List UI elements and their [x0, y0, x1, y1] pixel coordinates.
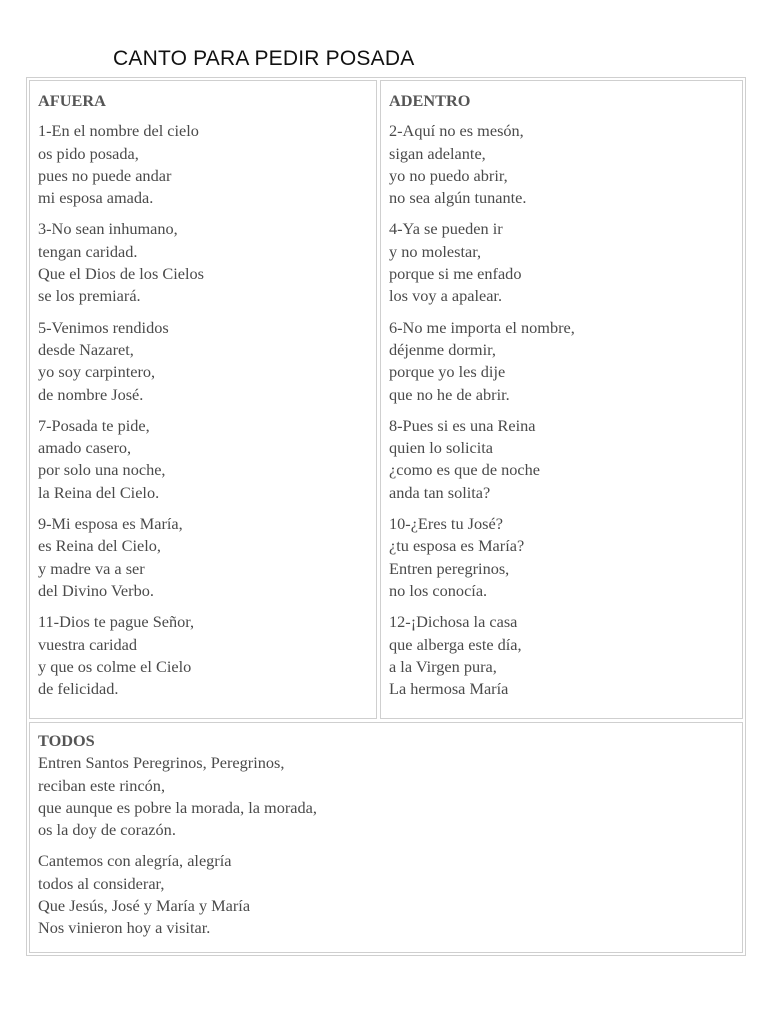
- verse-line: quien lo solicita: [389, 438, 493, 458]
- verse-line: que no he de abrir.: [389, 384, 510, 404]
- chorus-stanza-1: [38, 752, 734, 841]
- verse-line: 7-Posada te pide,: [38, 415, 150, 435]
- verse-line: porque yo les dije: [389, 362, 506, 382]
- verse-line: pues no puede andar: [38, 165, 172, 185]
- verse-line: vuestra caridad: [38, 634, 137, 654]
- verse-line: 4-Ya se pueden ir: [389, 219, 503, 239]
- verse-line: 11-Dios te pague Señor,: [38, 612, 195, 632]
- verse-line: y madre va a ser: [38, 558, 145, 578]
- verse-line: déjenme dormir,: [389, 339, 496, 359]
- verse-line: amado casero,: [38, 438, 132, 458]
- verse-line: 3-No sean inhumano,: [38, 219, 178, 239]
- verse-line: mi esposa amada.: [38, 188, 154, 208]
- stanza-9: [38, 513, 368, 602]
- adentro-column: [380, 80, 743, 719]
- verse-line: os pido posada,: [38, 143, 139, 163]
- verse-line: Entren Santos Peregrinos, Peregrinos,: [38, 753, 285, 773]
- afuera-heading: AFUERA: [38, 91, 106, 110]
- stanza-2: [389, 120, 734, 209]
- verse-line: sigan adelante,: [389, 143, 486, 163]
- verse-line: es Reina del Cielo,: [38, 536, 161, 556]
- verse-line: porque si me enfado: [389, 264, 522, 284]
- stanza-4: [389, 218, 734, 307]
- verse-line: yo no puedo abrir,: [389, 165, 508, 185]
- stanza-10: [389, 513, 734, 602]
- adentro-heading: ADENTRO: [389, 91, 471, 110]
- verse-line: por solo una noche,: [38, 460, 166, 480]
- verse-line: de nombre José.: [38, 384, 144, 404]
- verse-line: de felicidad.: [38, 679, 119, 699]
- verse-line: no sea algún tunante.: [389, 188, 527, 208]
- verse-line: no los conocía.: [389, 580, 488, 600]
- verse-line: 12-¡Dichosa la casa: [389, 612, 518, 632]
- afuera-column: [29, 80, 377, 719]
- stanza-1: [38, 120, 368, 209]
- todos-heading: TODOS: [38, 731, 95, 750]
- stanza-7: [38, 415, 368, 504]
- verse-line: ¿tu esposa es María?: [389, 536, 525, 556]
- stanza-11: [38, 611, 368, 700]
- verse-line: 9-Mi esposa es María,: [38, 514, 183, 534]
- verse-line: desde Nazaret,: [38, 339, 134, 359]
- stanza-5: [38, 317, 368, 406]
- stanza-3: [38, 218, 368, 307]
- verse-line: que aunque es pobre la morada, la morada,: [38, 797, 317, 817]
- verse-line: 10-¿Eres tu José?: [389, 514, 503, 534]
- verse-line: todos al considerar,: [38, 873, 165, 893]
- verse-line: 1-En el nombre del cielo: [38, 121, 199, 141]
- verse-line: ¿como es que de noche: [389, 460, 540, 480]
- verse-line: 6-No me importa el nombre,: [389, 317, 575, 337]
- verse-line: tengan caridad.: [38, 241, 138, 261]
- verse-line: y no molestar,: [389, 241, 482, 261]
- verse-line: Cantemos con alegría, alegría: [38, 851, 232, 871]
- verse-line: 8-Pues si es una Reina: [389, 415, 536, 435]
- verse-line: Entren peregrinos,: [389, 558, 510, 578]
- verse-line: reciban este rincón,: [38, 775, 166, 795]
- verse-line: yo soy carpintero,: [38, 362, 156, 382]
- verse-line: a la Virgen pura,: [389, 656, 497, 676]
- verse-line: 5-Venimos rendidos: [38, 317, 169, 337]
- page-title: CANTO PARA PEDIR POSADA: [113, 47, 415, 70]
- verse-line: La hermosa María: [389, 679, 509, 699]
- verse-line: Nos vinieron hoy a visitar.: [38, 918, 211, 938]
- chorus-stanza-2: [38, 850, 734, 939]
- stanza-12: [389, 611, 734, 700]
- verse-line: los voy a apalear.: [389, 286, 503, 306]
- verse-line: que alberga este día,: [389, 634, 522, 654]
- verse-line: Que el Dios de los Cielos: [38, 264, 204, 284]
- verse-line: del Divino Verbo.: [38, 580, 154, 600]
- verse-line: la Reina del Cielo.: [38, 482, 160, 502]
- verse-line: os la doy de corazón.: [38, 820, 176, 840]
- verse-line: anda tan solita?: [389, 482, 491, 502]
- verse-line: y que os colme el Cielo: [38, 656, 192, 676]
- stanza-8: [389, 415, 734, 504]
- stanza-6: [389, 317, 734, 406]
- verse-line: se los premiará.: [38, 286, 141, 306]
- verse-line: 2-Aquí no es mesón,: [389, 121, 524, 141]
- todos-section: [29, 722, 743, 953]
- verse-line: Que Jesús, José y María y María: [38, 896, 251, 916]
